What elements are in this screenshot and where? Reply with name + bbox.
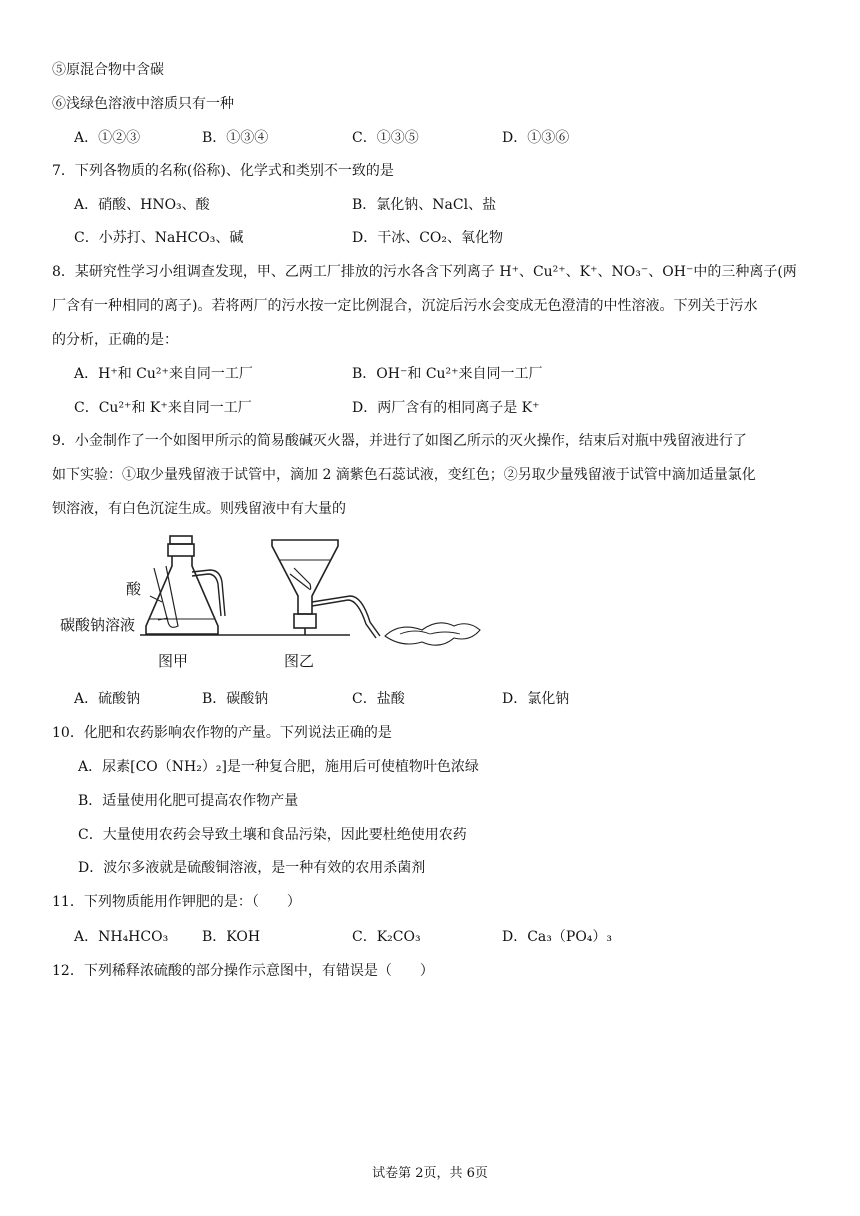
q11-option-a: A．NH₄HCO₃ xyxy=(74,929,169,945)
q9-option-d: D．氯化钠 xyxy=(502,691,570,707)
q11-option-c: C．K₂CO₃ xyxy=(352,929,421,945)
q11-option-b: B．KOH xyxy=(202,929,261,945)
q10-option-b: B．适量使用化肥可提高农作物产量 xyxy=(78,793,299,809)
prev-option-a: A．①②③ xyxy=(74,130,141,146)
prev-option-c: C．①③⑤ xyxy=(352,130,419,146)
q8-option-d: D．两厂含有的相同离子是 K⁺ xyxy=(352,400,540,416)
page-footer: 试卷第 2页，共 6页 xyxy=(372,1166,488,1181)
q12-stem: 12．下列稀释浓硫酸的部分操作示意图中，有错误是（ ） xyxy=(52,963,434,979)
q8-option-b: B．OH⁻和 Cu²⁺来自同一工厂 xyxy=(352,366,543,382)
prev-option-b: B．①③④ xyxy=(202,130,269,146)
q11-stem: 11．下列物质能用作钾肥的是：（ ） xyxy=(52,894,301,910)
q10-option-c: C．大量使用农药会导致土壤和食品污染，因此要杜绝使用农药 xyxy=(78,827,467,843)
q7-stem: 7．下列各物质的名称(俗称)、化学式和类别不一致的是 xyxy=(52,163,394,179)
caption-figure-b: 图乙 xyxy=(284,652,315,670)
caption-figure-a: 图甲 xyxy=(158,652,189,670)
q10-stem: 10．化肥和农药影响农作物的产量。下列说法正确的是 xyxy=(52,725,392,741)
q10-option-a: A．尿素[CO（NH₂）₂]是一种复合肥，施用后可使植物叶色浓绿 xyxy=(78,759,479,775)
q8-line-1: 8．某研究性学习小组调查发现，甲、乙两工厂排放的污水各含下列离子 H⁺、Cu²⁺、K⁺、NO₃⁻、OH⁻中的三种离子(两 xyxy=(52,264,797,280)
q8-option-c: C．Cu²⁺和 K⁺来自同一工厂 xyxy=(74,400,252,416)
extinguisher-figure-b xyxy=(272,540,480,645)
prev-option-d: D．①③⑥ xyxy=(502,130,570,146)
q10-option-d: D．波尔多液就是硫酸铜溶液，是一种有效的农用杀菌剂 xyxy=(78,860,426,876)
prev-item-6: ⑥浅绿色溶液中溶质只有一种 xyxy=(52,96,234,112)
q11-option-d: D．Ca₃（PO₄）₃ xyxy=(502,929,613,945)
label-acid: 酸 xyxy=(126,580,142,598)
label-sodium-carbonate: 碳酸钠溶液 xyxy=(60,616,136,634)
q8-line-2: 厂含有一种相同的离子)。若将两厂的污水按一定比例混合，沉淀后污水会变成无色澄清的中性溶液。下列关于污水 xyxy=(52,298,758,314)
q7-option-a: A．硝酸、HNO₃、酸 xyxy=(74,197,210,213)
flask-figure-a xyxy=(146,536,225,634)
q9-option-a: A．硫酸钠 xyxy=(74,691,141,707)
q8-option-a: A．H⁺和 Cu²⁺来自同一工厂 xyxy=(74,366,253,382)
q8-line-3: 的分析，正确的是： xyxy=(52,332,178,348)
prev-item-5: ⑤原混合物中含碳 xyxy=(52,62,164,78)
fire-extinguisher-figure xyxy=(50,526,500,676)
q9-line-1: 9．小金制作了一个如图甲所示的简易酸碱灭火器，并进行了如图乙所示的灭火操作，结束后对瓶中残留液进行了 xyxy=(52,433,747,449)
q7-option-b: B．氯化钠、NaCl、盐 xyxy=(352,197,497,213)
q7-option-c: C．小苏打、NaHCO₃、碱 xyxy=(74,230,244,246)
q9-option-b: B．碳酸钠 xyxy=(202,691,269,707)
q9-line-3: 钡溶液，有白色沉淀生成。则残留液中有大量的 xyxy=(52,501,346,517)
q9-line-2: 如下实验：①取少量残留液于试管中，滴加 2 滴紫色石蕊试液，变红色；②另取少量残留液于试管中滴加适量氯化 xyxy=(52,467,756,483)
q7-option-d: D．干冰、CO₂、氧化物 xyxy=(352,230,504,246)
q9-option-c: C．盐酸 xyxy=(352,691,405,707)
